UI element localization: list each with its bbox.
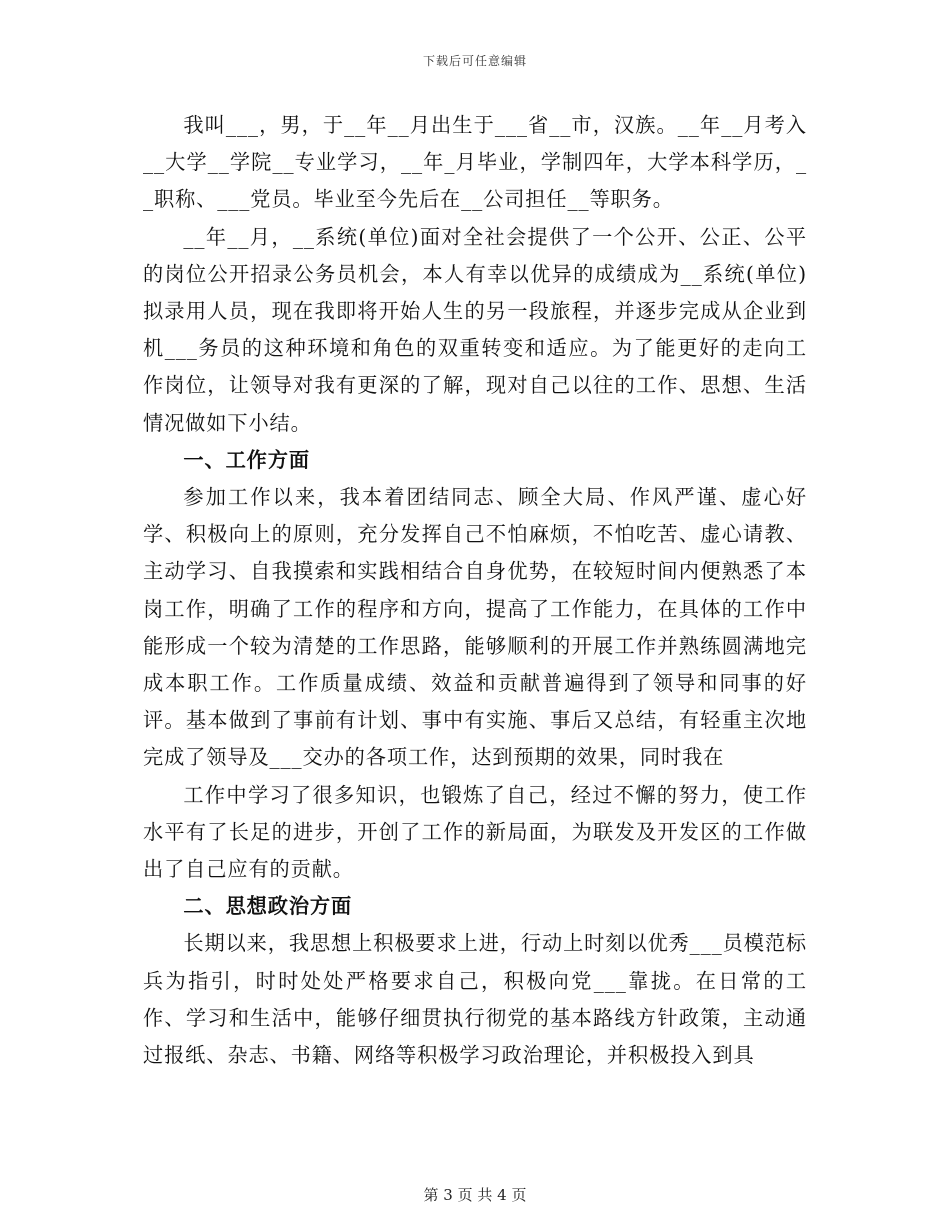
paragraph-recruitment: __年__月，__系统(单位)面对全社会提供了一个公开、公正、公平的岗位公开招录公务员机会，本人有幸以优异的成绩成为__系统(单位)拟录用人员，现在我即将开始人生的另一段旅程，并逐步完成从企业到机___务员的这种环境和角色的双重转变和适应。为了能更好的走向工作岗位，让领导对我有更深的了解，现对自己以往的工作、思想、生活情况做如下小结。 xyxy=(143,224,807,435)
document-body xyxy=(143,107,807,1074)
paragraph-work: 参加工作以来，我本着团结同志、顾全大局、作风严谨、虚心好学、积极向上的原则，充分发挥自己不怕麻烦，不怕吃苦、虚心请教、主动学习、自我摸索和实践相结合自身优势，在较短时间内便熟悉了本岗工作，明确了工作的程序和方向，提高了工作能力，在具体的工作中能形成一个较为清楚的工作思路，能够顺利的开展工作并熟练圆满地完成本职工作。工作质量成绩、效益和贡献普遍得到了领导和同事的好评。基本做到了事前有计划、事中有实施、事后又总结，有轻重主次地完成了领导及___交办的各项工作，达到预期的效果，同时我在 xyxy=(143,485,807,770)
page-footer: 第 3 页 共 4 页 xyxy=(423,1186,527,1204)
section-heading-work: 一、工作方面 xyxy=(183,447,310,472)
paragraph-politics: 长期以来，我思想上积极要求上进，行动上时刻以优秀___员模范标兵为指引，时时处处严格要求自己，积极向党___靠拢。在日常的工作、学习和生活中，能够仔细贯执行彻党的基本路线方针政策，主动通过报纸、杂志、书籍、网络等积极学习政治理论，并积极投入到具 xyxy=(143,931,807,1068)
section-heading-politics: 二、思想政治方面 xyxy=(183,894,353,919)
paragraph-intro: 我叫___，男，于__年__月出生于___省__市，汉族。__年__月考入__大学__学院__专业学习，__年_月毕业，学制四年，大学本科学历，__职称、___党员。毕业至今先后在__公司担任__等职务。 xyxy=(143,113,807,212)
paragraph-work-continued: 工作中学习了很多知识，也锻炼了自己，经过不懈的努力，使工作水平有了长足的进步，开创了工作的新局面，为联发及开发区的工作做出了自己应有的贡献。 xyxy=(143,782,807,882)
page-header: 下载后可任意编辑 xyxy=(422,54,527,68)
